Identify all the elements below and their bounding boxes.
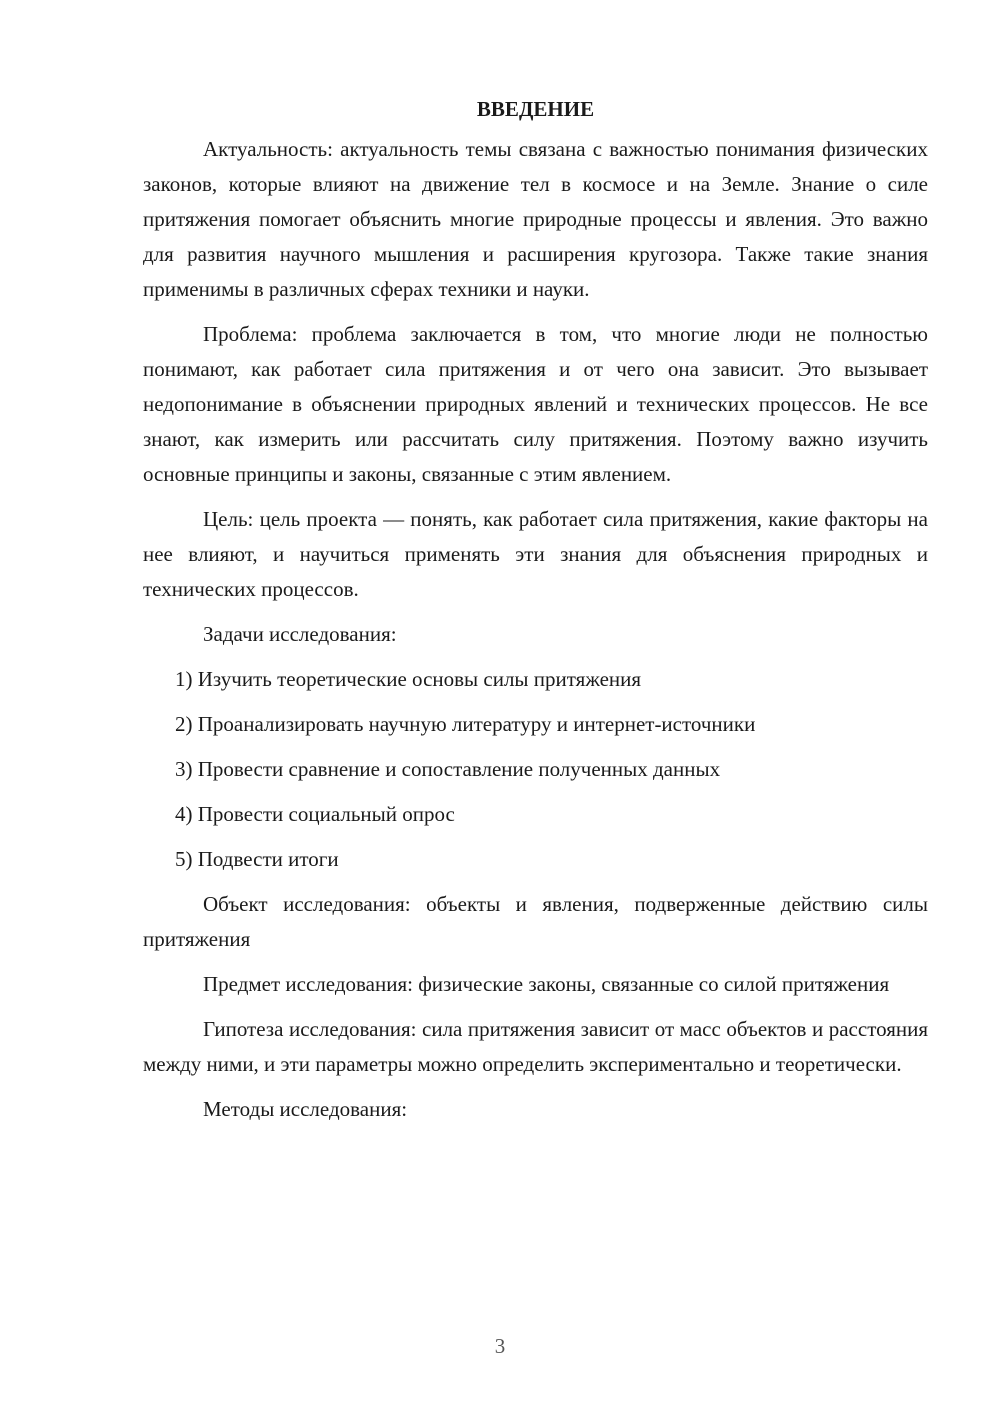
paragraph-hypothesis: Гипотеза исследования: сила притяжения зависит от масс объектов и расстояния между ними, и эти параметры можно определить экспериментально и теоретически.: [143, 1017, 928, 1076]
task-item-5: 5) Подвести итоги: [175, 847, 339, 871]
paragraph-methods: Методы исследования:: [203, 1097, 408, 1121]
paragraph-problem: Проблема: проблема заключается в том, что многие люди не полностью понимают, как работает сила притяжения и от чего она зависит. Это вызывает недопонимание в объяснении природных явлений и технических процессов. Не все знают, как измерить или рассчитать силу притяжения. Поэтому важно изучить основные принципы и законы, связанные с этим явлением.: [143, 322, 928, 486]
task-item-4: 4) Провести социальный опрос: [175, 802, 455, 826]
paragraph-subject: Предмет исследования: физические законы, связанные со силой притяжения: [203, 972, 890, 996]
task-item-2: 2) Проанализировать научную литературу и интернет-источники: [175, 712, 756, 736]
page-number: 3: [494, 1334, 506, 1358]
paragraph-object: Объект исследования: объекты и явления, подверженные действию силы притяжения: [143, 892, 928, 951]
task-item-3: 3) Провести сравнение и сопоставление полученных данных: [175, 757, 721, 781]
paragraph-goal: Цель: цель проекта — понять, как работает сила притяжения, какие факторы на нее влияют, и научиться применять эти знания для объяснения природных и технических процессов.: [143, 507, 928, 601]
paragraph-tasks-heading: Задачи исследования:: [203, 622, 397, 646]
section-title: ВВЕДЕНИЕ: [476, 97, 595, 121]
document-page: [143, 92, 928, 1137]
task-item-1: 1) Изучить теоретические основы силы притяжения: [175, 667, 642, 691]
paragraph-relevance: Актуальность: актуальность темы связана с важностью понимания физических законов, которые влияют на движение тел в космосе и на Земле. Знание о силе притяжения помогает объяснить многие природные процессы и явления. Это важно для развития научного мышления и расширения кругозора. Также такие знания применимы в различных сферах техники и науки.: [143, 137, 928, 301]
